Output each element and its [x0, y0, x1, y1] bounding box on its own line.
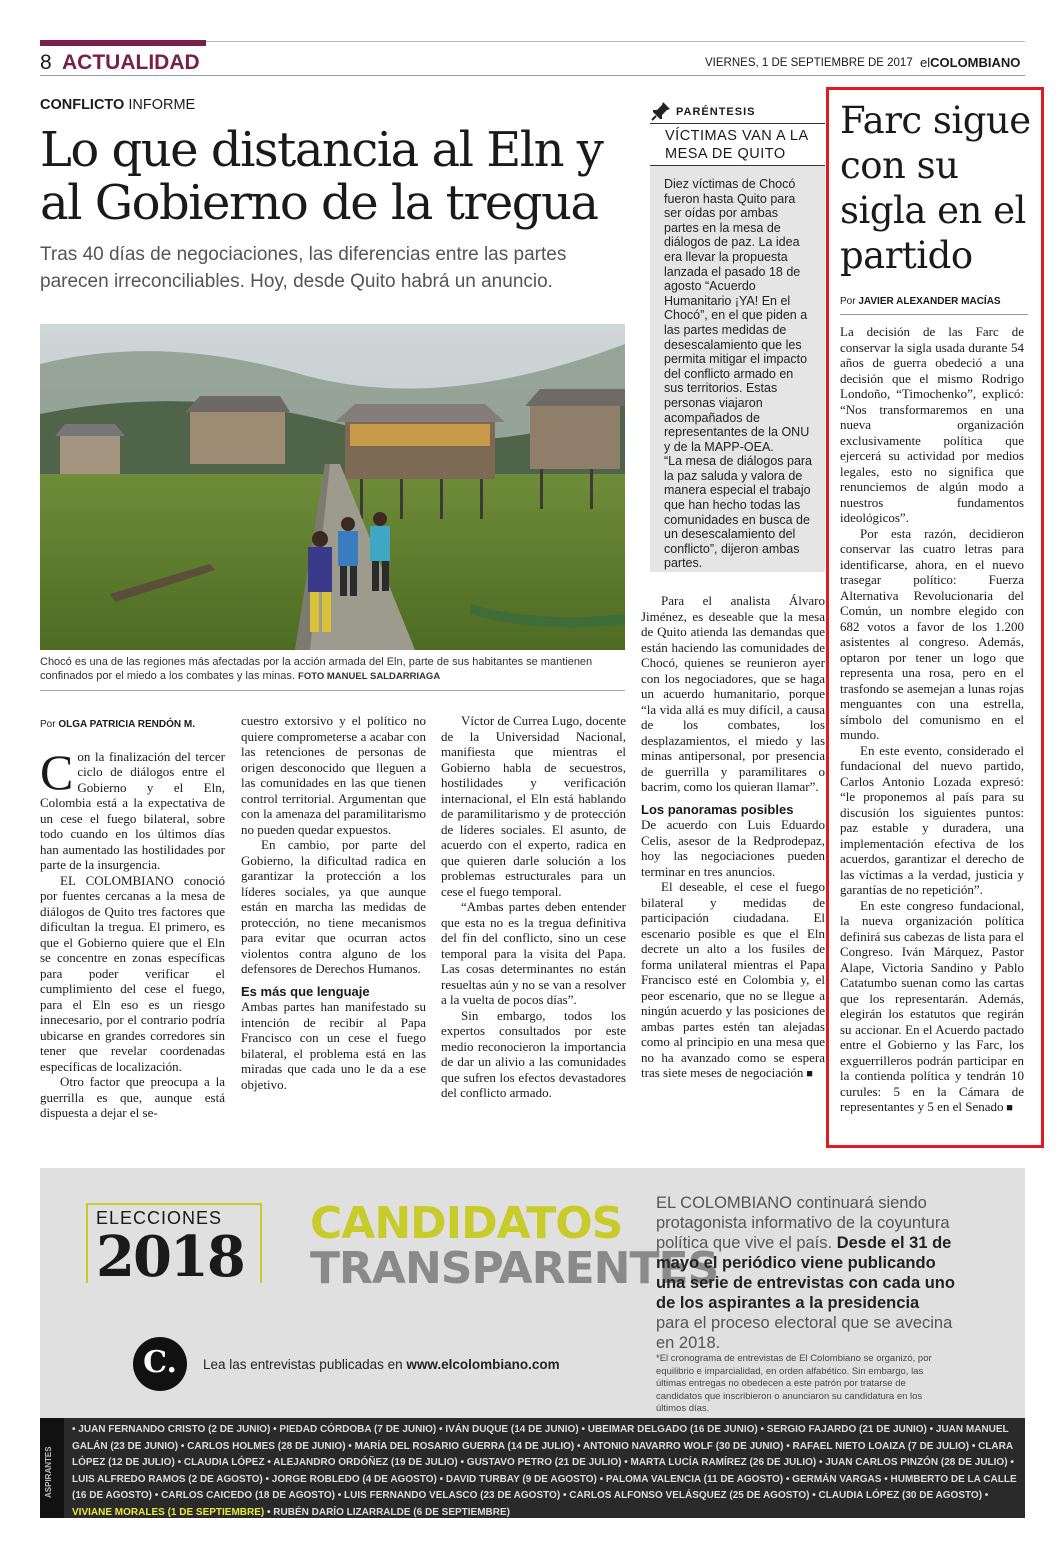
parentesis-paragraph: Diez víctimas de Chocó fueron hasta Quito para ser oídas por ambas partes en la mesa de diálogos de paz. La idea era llevar la propuesta lanzada el pasado 18 de agosto “Acuerdo Humanitario ¡YA! En el Chocó”, en el que piden a las partes medidas de desescalamiento que les permita mitigar el impacto del conflicto armado en sus territorios. Estas personas viajaron acompañados de representantes de la ONU y de la MAPP-OEA.: [664, 177, 810, 454]
choco-village-photo: [40, 324, 625, 650]
ad-body-text: [656, 1193, 956, 1353]
paragraph: “Ambas partes deben entender que esta no es la tregua definitiva del fin del conflicto, sino un cese temporal para la visita del Papa. Las cosas determinantes no están resueltas aún y no se van a resolver a la vuelta de pocos días”.: [441, 899, 626, 1007]
parentesis-body: [664, 177, 816, 571]
aspirantes-list: [72, 1422, 1020, 1521]
article-photo: [40, 324, 625, 650]
elections-label: ELECCIONES: [96, 1208, 223, 1228]
subheading: Los panoramas posibles: [641, 801, 794, 817]
paragraph: Por esta razón, decidieron conservar las cuatro letras para identificarse, ahora, en el nuevo trasegar político: Fuerza Alternativa Revolucionaria del Común, un nombre elegido con 682 votos a favor de los 1.200 asistentes al congreso. Además, optaron por tener un logo que representa una rosa, pero en el trasfondo se asemejan a lunas rojas menguantes con una estrella, símbolo del comunismo en el mundo.: [840, 525, 1024, 742]
brand-prefix: el: [920, 55, 931, 70]
paragraph: Sin embargo, todos los expertos consultados por este medio reconocieron la importancia de dar un alivio a las comunidades que sufren los efectos devastadores del conflicto armado.: [441, 1007, 626, 1100]
byline-prefix: Por: [40, 719, 56, 730]
author-name: OLGA PATRICIA RENDÓN M.: [58, 719, 196, 730]
byline-prefix: Por: [840, 296, 856, 307]
paragraph: En este congreso fundacional, la nueva organización política definirá sus cabezas de lista para el Congreso. Iván Márquez, Pastor Alape, Victoria Sandino y Pablo Catatumbo suenan como las cartas que los representarán. Además, elegirán los estatutos que regirán su accionar. En el Acuerdo pactado entre el Gobierno y las Farc, los exguerrilleros podrán participar en la contienda política y tendrán 10 curules: 5 en la Cámara de representantes y 5 en el Senado ■: [840, 898, 1024, 1117]
farc-byline: [840, 296, 1001, 307]
article-column-2: [241, 713, 426, 1092]
paragraph: El deseable, el cese el fuego bilateral y medidas de participación ciudadana. El escenario posible es que el Eln decrete un alto a los fusiles de forma unilateral mientras el Papa Francisco esté en Colombia y, el peor escenario, que no se llegue a ningún acuerdo y las posiciones de ambas partes estén tan alejadas como al principio en una mesa que no ha avanzado como se espera tras siete meses de negociación ■: [641, 879, 825, 1083]
ad-footnote: *El cronograma de entrevistas de El Colombiano se organizó, por equilibrio e imparcialidad, en orden alfabético. Sin embargo, las últimas entregas no obedecen a este patrón por tratarse de candidatos que inscribieron o anunciaron su candidatura en los últimos días.: [656, 1353, 932, 1414]
paragraph: Para el analista Álvaro Jiménez, es deseable que la mesa de Quito atienda las demandas que están haciendo las comunidades de Chocó, quienes se reunieron ayer con los negociadores, que se haga un acuerdo humanitario, porque “la vida allá es muy difícil, a causa de los combates, los desplazamientos, el miedo y las minas antipersonal, por presencia de guerrilla y paramilitares o bacrim, como los quieran llamar”.: [641, 593, 825, 794]
paragraph: Víctor de Currea Lugo, docente de la Universidad Nacional, manifiesta que mientras el Gobierno habla de secuestros, hostilidades y verificación internacional, el Eln está hablando de paramilitarismo y de protección de líderes sociales. El asunto, de acuerdo con el experto, radica en que quieren darle solución a los problemas estructurales para un cese el fuego temporal.: [441, 713, 626, 899]
farc-article-body: [840, 324, 1024, 1117]
caption-text: Chocó es una de las regiones más afectadas por la acción armada del Eln, parte de sus habitantes se mantienen confinados por el miedo a los combates y las minas.: [40, 656, 593, 682]
kicker-type: INFORME: [128, 97, 196, 113]
ad-text-end: para el proceso electoral que se avecina en 2018.: [656, 1314, 953, 1352]
photo-caption: [40, 655, 625, 684]
paragraph: EL COLOMBIANO conoció por fuentes cercanas a la mesa de diálogos de Quito tres factores que dificultan la tregua. El primero, es que el Gobierno quiere que el Eln se concentre en zonas específicas para poder verificar el cumplimiento del cese el fuego, para el Eln eso es un riesgo innecesario, por el contrario podría ubicarse en grandes corredores sin tener que revelar coordenadas específicas de localización.: [40, 872, 225, 1074]
paragraph: En este evento, considerado el fundacional del nuevo partido, Carlos Antonio Lozada expresó: “le proponemos al país para su discusión los siguientes puntos: paz estable y duradera, una implementación efectiva de los acuerdos, garantizar el derecho de las víctimas a la verdad, justicia y garantías de no repetición”.: [840, 742, 1024, 897]
paragraph: En cambio, por parte del Gobierno, la dificultad radica en garantizar la protección a los líderes sociales, ya que aunque están en marcha las medidas de protección, no tiene mecanismos para evitar que ocurran actos violentos contra alguno de los defensores de Derechos Humanos.: [241, 837, 426, 976]
paragraph: De acuerdo con Luis Eduardo Celis, asesor de la Redprodepaz, hoy las negociaciones pueden terminar en tres anuncios.: [641, 817, 825, 879]
article-column-3: [441, 713, 626, 1101]
ad-title-candidatos: CANDIDATOS: [310, 1198, 623, 1249]
paragraph: La decisión de las Farc de conservar la sigla usada durante 54 años de guerra obedeció a una decisión que el mismo Rodrigo Londoño, “Timochenko”, explicó: “Nos transformaremos en una nueva organización exclusivamente política que ejercerá su actividad por medios legales, esto no significa que renunciemos de algún modo a nuestros fundamentos ideológicos”.: [840, 324, 1024, 525]
parentesis-paragraph: “La mesa de diálogos para la paz saluda y valora de manera especial el trabajo que han hecho todas las comunidades en busca de un desescalamiento del conflicto”, dijeron ambas partes.: [664, 454, 813, 571]
paragraph-text: on la finalización del tercer ciclo de diálogos entre el Gobierno y el Eln, Colombia está a la expectativa de un cese el fuego bilateral, sobre todo cuando en los últimos días han aumentado las hostilidades por parte de la insurgencia.: [40, 748, 225, 872]
parentesis-label: PARÉNTESIS: [676, 106, 756, 118]
author-name: JAVIER ALEXANDER MACÍAS: [858, 296, 1001, 307]
elections-year: 2018: [96, 1224, 244, 1290]
ad-text-bold: Desde el 31 de mayo el periódico viene publicando una serie de entrevistas con cada uno de los aspirantes a la presidencia: [656, 1234, 955, 1312]
kicker-topic: CONFLICTO: [40, 97, 125, 113]
article-column-4: [641, 593, 825, 1083]
aspirantes-names: • JUAN FERNANDO CRISTO (2 DE JUNIO) • PIEDAD CÓRDOBA (7 DE JUNIO) • IVÁN DUQUE (14 DE JUNIO) • UBEIMAR DELGADO (16 DE JUNIO) • SERGIO FAJARDO (21 DE JUNIO) • JUAN MANUEL GALÁN (23 DE JUNIO) • CARLOS HOLMES (28 DE JUNIO) • MARÍA DEL ROSARIO GUERRA (14 DE JULIO) • ANTONIO NAVARRO WOLF (30 DE JUNIO) • RAFAEL NIETO LOAIZA (7 DE JULIO) • CLARA LÓPEZ (12 DE JULIO) • CLAUDIA LÓPEZ • ALEJANDRO ORDÓÑEZ (19 DE JULIO) • GUSTAVO PETRO (21 DE JULIO) • MARTA LUCÍA RAMÍREZ (26 DE JULIO) • JUAN CARLOS PINZÓN (28 DE JULIO) • LUIS ALFREDO RAMOS (2 DE AGOSTO) • JORGE ROBLEDO (4 DE AGOSTO) • DAVID TURBAY (9 DE AGOSTO) • PALOMA VALENCIA (11 DE AGOSTO) • GERMÁN VARGAS • HUMBERTO DE LA CALLE (16 DE AGOSTO) • CARLOS CAICEDO (18 DE AGOSTO) • LUIS FERNANDO VELASCO (23 DE AGOSTO) • CARLOS ALFONSO VELÁSQUEZ (25 DE AGOSTO) • CLAUDIA LÓPEZ (30 DE AGOSTO) •: [72, 1424, 1017, 1501]
aspirante-highlight: VIVIANE MORALES (1 DE SEPTIEMBRE): [72, 1506, 265, 1518]
paragraph: Otro factor que preocupa a la guerrilla es que, aunque está dispuesta a dejar el se-: [40, 1074, 225, 1120]
section-title: ACTUALIDAD: [62, 51, 200, 74]
paragraph: Ambas partes han manifestado su intención de recibir al Papa Francisco con un cese el fuego bilateral, el problema está en las miradas que cada uno le da a ese objetivo.: [241, 999, 426, 1092]
page-number: 8: [40, 51, 52, 74]
brand-name: COLOMBIANO: [930, 55, 1021, 70]
photo-credit: FOTO MANUEL SALDARRIAGA: [298, 671, 441, 682]
ad-cta: [203, 1357, 560, 1372]
parentesis-title: VÍCTIMAS VAN A LA MESA DE QUITO: [665, 128, 808, 162]
subheading: Es más que lenguaje: [241, 983, 370, 999]
ad-title-transparentes: TRANSPARENTES: [310, 1243, 719, 1294]
ad-url-link[interactable]: www.elcolombiano.com: [406, 1357, 560, 1372]
issue-date: VIERNES, 1 DE SEPTIEMBRE DE 2017: [705, 57, 913, 69]
elcolombiano-logo: C.: [133, 1337, 187, 1391]
aspirantes-label: ASPIRANTES: [44, 1446, 53, 1498]
article-kicker: [40, 97, 195, 113]
paragraph: cuestro extorsivo y el político no quiere comprometerse a acabar con las retenciones de personas de origen desconocido que lleguen a las comunidades en las que tienen control territorial. Argumentan que con la amenaza del paramilitarismo no pueden quedar expuestos.: [241, 713, 426, 837]
article-deck: Tras 40 días de negociaciones, las diferencias entre las partes parecen irreconciliables. Hoy, desde Quito habrá un anuncio.: [40, 244, 567, 292]
byline-rule: [840, 314, 1028, 315]
ad-cta-text: Lea las entrevistas publicadas en: [203, 1357, 403, 1372]
article-column-1: [40, 717, 225, 1121]
newspaper-brand: [920, 55, 1020, 70]
article-headline: Lo que distancia al Eln y al Gobierno de la tregua: [40, 122, 603, 231]
drop-cap: C: [40, 743, 74, 800]
header-rule: [40, 75, 1025, 76]
section-color-bar: [40, 40, 206, 46]
pushpin-icon: [650, 100, 672, 122]
aspirantes-names-end: • RUBÉN DARÍO LIZARRALDE (6 DE SEPTIEMBRE): [267, 1506, 510, 1518]
parentesis-rule-top: [650, 123, 825, 124]
byline: [40, 717, 225, 733]
ad-text-plain: EL COLOMBIANO continuará siendo protagonista informativo de la coyuntura política que vive el país.: [656, 1194, 950, 1252]
paragraph: [40, 743, 225, 873]
farc-headline: Farc sigue con su sigla en el partido: [840, 99, 1031, 277]
caption-rule: [40, 690, 625, 691]
